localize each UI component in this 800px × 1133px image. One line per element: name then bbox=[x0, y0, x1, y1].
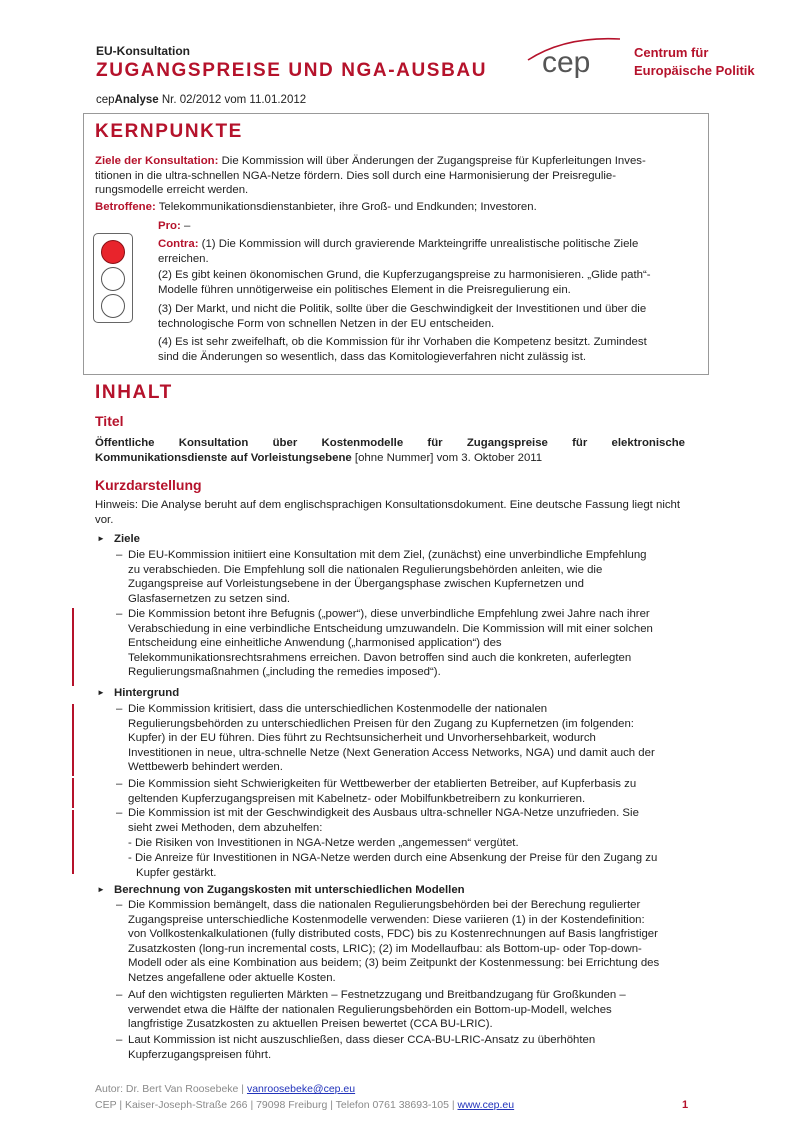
contra-3 bbox=[158, 302, 683, 331]
z1-line: Zugangspreise auf Vorleistungsebene in der Übergangsphase zwischen Kupfernetzen und bbox=[128, 578, 584, 591]
margin-bar bbox=[72, 608, 74, 686]
hintergrund-sub-a: - Die Risiken von Investitionen in NGA-Netze werden „angemessen“ vergütet. bbox=[128, 837, 519, 849]
h2-line: – Die Kommission sieht Schwierigkeiten für Wettbewerber der etablierten Betreiber, auf Kupferbasis zu bbox=[128, 778, 637, 790]
ziele-line-1: Die Kommission will über Änderungen der Zugangspreise für Kupferleitungen Inves- bbox=[218, 155, 646, 167]
pro-line bbox=[158, 219, 190, 234]
number-prefix: cep bbox=[96, 94, 115, 106]
titel-line-1: Öffentliche Konsultation über Kostenmodelle für Zugangspreise für elektronische bbox=[95, 437, 685, 449]
berechnung-item-1 bbox=[128, 898, 686, 986]
contra-4-line-2: sind die Änderungen so wesentlich, dass das Komitologieverfahren nicht zulässig ist. bbox=[158, 350, 587, 363]
b3-line: – Laut Kommission ist nicht auszuschließen, dass dieser CCA-BU-LRIC-Ansatz zu überhöhten bbox=[128, 1034, 596, 1046]
kernpunkte-heading: KERNPUNKTE bbox=[95, 121, 243, 142]
logo-word: cep bbox=[542, 46, 591, 79]
z1-line: zu verabschieden. Die Empfehlung soll die nationalen Regulierungsbehörden anleiten, wie die bbox=[128, 563, 603, 576]
betroffene-text: Telekommunikationsdienstanbieter, ihre Groß- und Endkunden; Investoren. bbox=[155, 201, 537, 213]
analysis-number bbox=[96, 93, 306, 108]
footer-author bbox=[95, 1082, 355, 1097]
hinweis-paragraph bbox=[95, 498, 695, 527]
hintergrund-item-1 bbox=[128, 702, 686, 775]
author-email-link[interactable]: vanroosebeke@cep.eu bbox=[246, 1083, 356, 1095]
ziele-bullet: ► Ziele bbox=[114, 532, 140, 547]
contra-4 bbox=[158, 335, 683, 364]
z1-line: – Die EU-Kommission initiiert eine Konsultation mit dem Ziel, (zunächst) eine unverbindliche Empfehlung bbox=[128, 549, 647, 561]
titel-paragraph bbox=[95, 436, 685, 465]
z2-line: Telekommunikationsrechtsrahmens erreichen. Davon betroffen sind auch die konkreten, auferlegten bbox=[128, 651, 632, 664]
betroffene-paragraph bbox=[95, 200, 695, 215]
hinweis-line-2: vor. bbox=[95, 513, 114, 526]
titel-line-2-rest: [ohne Nummer] vom 3. Oktober 2011 bbox=[351, 451, 543, 464]
document-title: ZUGANGSPREISE UND NGA-AUSBAU bbox=[96, 60, 488, 81]
logo-line-1: Centrum für bbox=[634, 45, 709, 60]
h1-line: Wettbewerb behindert werden. bbox=[128, 761, 283, 774]
h1-line: Regulierungsbehörden zu unterschiedlichen Preisen für den Zugang zu Kupfernetzen (im folgenden: bbox=[128, 717, 634, 730]
h2-line: geltenden Kupferzugangspreisen mit Kabelnetz- oder Mobilfunkbetreibern zu konkurrieren. bbox=[128, 792, 586, 805]
z2-line: – Die Kommission betont ihre Befugnis („power“), diese unverbindliche Empfehlung zwei Jahre nach ihrer bbox=[128, 608, 650, 620]
titel-line-2-bold: Kommunikationsdienste auf Vorleistungsebene bbox=[95, 451, 352, 464]
hintergrund-item-2 bbox=[128, 777, 686, 806]
b2-line: langfristige Zusatzkosten zu aktuellen Preisen bewertet (CCA BU-LRIC). bbox=[128, 1018, 493, 1031]
contra-label: Contra: bbox=[158, 238, 199, 250]
hintergrund-sub-b bbox=[128, 851, 688, 880]
h1-line: Kupfer) in der EU führen. Dies führt zu Rechtsunsicherheit und Unvorhersehbarkeit, wodurch bbox=[128, 732, 596, 745]
h3b-line-2: Kupfer gestärkt. bbox=[136, 866, 217, 879]
hintergrund-item-3 bbox=[128, 806, 686, 835]
logo-name bbox=[634, 44, 755, 80]
inhalt-heading: INHALT bbox=[95, 382, 173, 403]
ziele-label: Ziele der Konsultation: bbox=[95, 155, 219, 167]
betroffene-label: Betroffene: bbox=[95, 201, 156, 213]
margin-bar bbox=[72, 810, 74, 874]
margin-bar bbox=[72, 704, 74, 776]
h1-line: Investitionen in neue, ultra-schnelle Netze (Next Generation Access Networks, NGA) und damit auch der bbox=[128, 746, 655, 759]
hintergrund-bullet: ► Hintergrund bbox=[114, 686, 179, 701]
contra-2 bbox=[158, 268, 683, 297]
ziele-line-2: titionen in die ultra-schnellen NGA-Netze fördern. Dies soll durch eine Harmonisierung der Preisregulie- bbox=[95, 169, 617, 182]
contra-3-line-1: (3) Der Markt, und nicht die Politik, sollte über die Geschwindigkeit der Investitionen und über die bbox=[158, 303, 647, 315]
pro-text: – bbox=[180, 220, 191, 232]
red-lamp-icon bbox=[101, 240, 125, 264]
contra-4-line-1: (4) Es ist sehr zweifelhaft, ob die Kommission für ihr Vorhaben die Kompetenz besitzt. Zumindest bbox=[158, 336, 647, 348]
hinweis-line-1: Hinweis: Die Analyse beruht auf dem englischsprachigen Konsultationsdokument. Eine deutsche Fassung liegt nicht bbox=[95, 499, 681, 511]
berechnung-bullet: ► Berechnung von Zugangskosten mit unterschiedlichen Modellen bbox=[114, 883, 465, 898]
author-label: Autor: Dr. Bert Van Roosebeke | bbox=[95, 1083, 247, 1095]
h1-line: – Die Kommission kritisiert, dass die unterschiedlichen Kostenmodelle der nationalen bbox=[128, 703, 548, 715]
yellow-lamp-icon bbox=[101, 267, 125, 291]
berechnung-item-2 bbox=[128, 988, 686, 1032]
green-lamp-icon bbox=[101, 294, 125, 318]
contra-line-2: erreichen. bbox=[158, 252, 209, 265]
address-text: CEP | Kaiser-Joseph-Straße 266 | 79098 Freiburg | Telefon 0761 38693-105 | bbox=[95, 1099, 458, 1111]
b1-line: Zugangspreise unterschiedliche Kostenmodelle verwenden: Diese variieren (1) in der Kostendefinition: bbox=[128, 913, 645, 926]
website-link[interactable]: www.cep.eu bbox=[457, 1099, 515, 1111]
contra-line-1: (1) Die Kommission will durch gravierende Markteingriffe unrealistische politische Ziele bbox=[198, 238, 639, 250]
b2-line: verwendet etwa die Hälfte der nationalen Regulierungsbehörden ein Bottom-up-Modell, welches bbox=[128, 1003, 612, 1016]
berechnung-item-3 bbox=[128, 1033, 686, 1062]
h3b-line-1: - Die Anreize für Investitionen in NGA-Netze werden durch eine Absenkung der Preise für den Zugang zu bbox=[128, 852, 658, 864]
b2-line: – Auf den wichtigsten regulierten Märkten – Festnetzzugang und Breitbandzugang für Großkunden – bbox=[128, 989, 626, 1001]
contra-3-line-2: technologische Form von schnellen Netzen in der EU entscheiden. bbox=[158, 317, 495, 330]
b1-line: Netzes angefallene oder aktuelle Kosten. bbox=[128, 971, 336, 984]
document-type: EU-Konsultation bbox=[96, 44, 190, 58]
margin-bar bbox=[72, 778, 74, 808]
footer-address bbox=[95, 1098, 514, 1113]
b1-line: Modell oder als eine Kombination aus beidem; (3) beim Zeitpunkt der Kostenmessung: bei Errichtung des bbox=[128, 957, 660, 970]
contra-2-line-1: (2) Es gibt keinen ökonomischen Grund, die Kupferzugangspreise zu harmonisieren. „Glide path“- bbox=[158, 269, 651, 281]
b3-line: Kupferzugangspreisen führt. bbox=[128, 1048, 272, 1061]
z1-line: Glasfasernetzen zu setzen sind. bbox=[128, 592, 291, 605]
z2-line: Entscheidung eine einheitliche Anwendung („harmonised application“) des bbox=[128, 637, 502, 650]
pro-label: Pro: bbox=[158, 220, 181, 232]
ziele-item-2 bbox=[128, 607, 686, 680]
ziele-item-1 bbox=[128, 548, 686, 606]
b1-line: Zusatzkosten (long-run incremental costs, LRIC); (2) im Modellaufbau: als Bottom-up- oder Top-down- bbox=[128, 942, 642, 955]
b1-line: – Die Kommission bemängelt, dass die nationalen Regulierungsbehörden bei der Berechung regulierter bbox=[128, 899, 641, 911]
h3-line: sieht zwei Methoden, dem abzuhelfen: bbox=[128, 821, 323, 834]
contra-1 bbox=[158, 237, 683, 266]
kurzdarstellung-heading: Kurzdarstellung bbox=[95, 477, 202, 493]
number-bold: Analyse bbox=[114, 94, 159, 106]
page-number: 1 bbox=[682, 1099, 689, 1111]
z2-line: Regulierungsmaßnahmen („including the remedies imposed“). bbox=[128, 666, 441, 679]
h3-line: – Die Kommission ist mit der Geschwindigkeit des Ausbaus ultra-schneller NGA-Netze unzufrieden. Sie bbox=[128, 807, 639, 819]
number-rest: Nr. 02/2012 vom 11.01.2012 bbox=[158, 94, 307, 106]
logo-line-2: Europäische Politik bbox=[634, 63, 755, 78]
traffic-light-icon bbox=[93, 233, 133, 323]
contra-2-line-2: Modelle führen unnötigerweise ein politisches Element in die Preisregulierung ein. bbox=[158, 283, 571, 296]
b1-line: von Vollkostenkalkulationen (fully distributed costs, FDC) bis zu Kostenrechnungen auf Basis langfristiger bbox=[128, 928, 658, 941]
z2-line: Verabschiedung in eine verbindliche Entscheidung umzuwandeln. Die Kommission will mit einer solchen bbox=[128, 622, 653, 635]
ziele-paragraph bbox=[95, 154, 695, 198]
titel-heading: Titel bbox=[95, 413, 124, 429]
ziele-line-3: rungsmodelle erreicht werden. bbox=[95, 184, 249, 197]
